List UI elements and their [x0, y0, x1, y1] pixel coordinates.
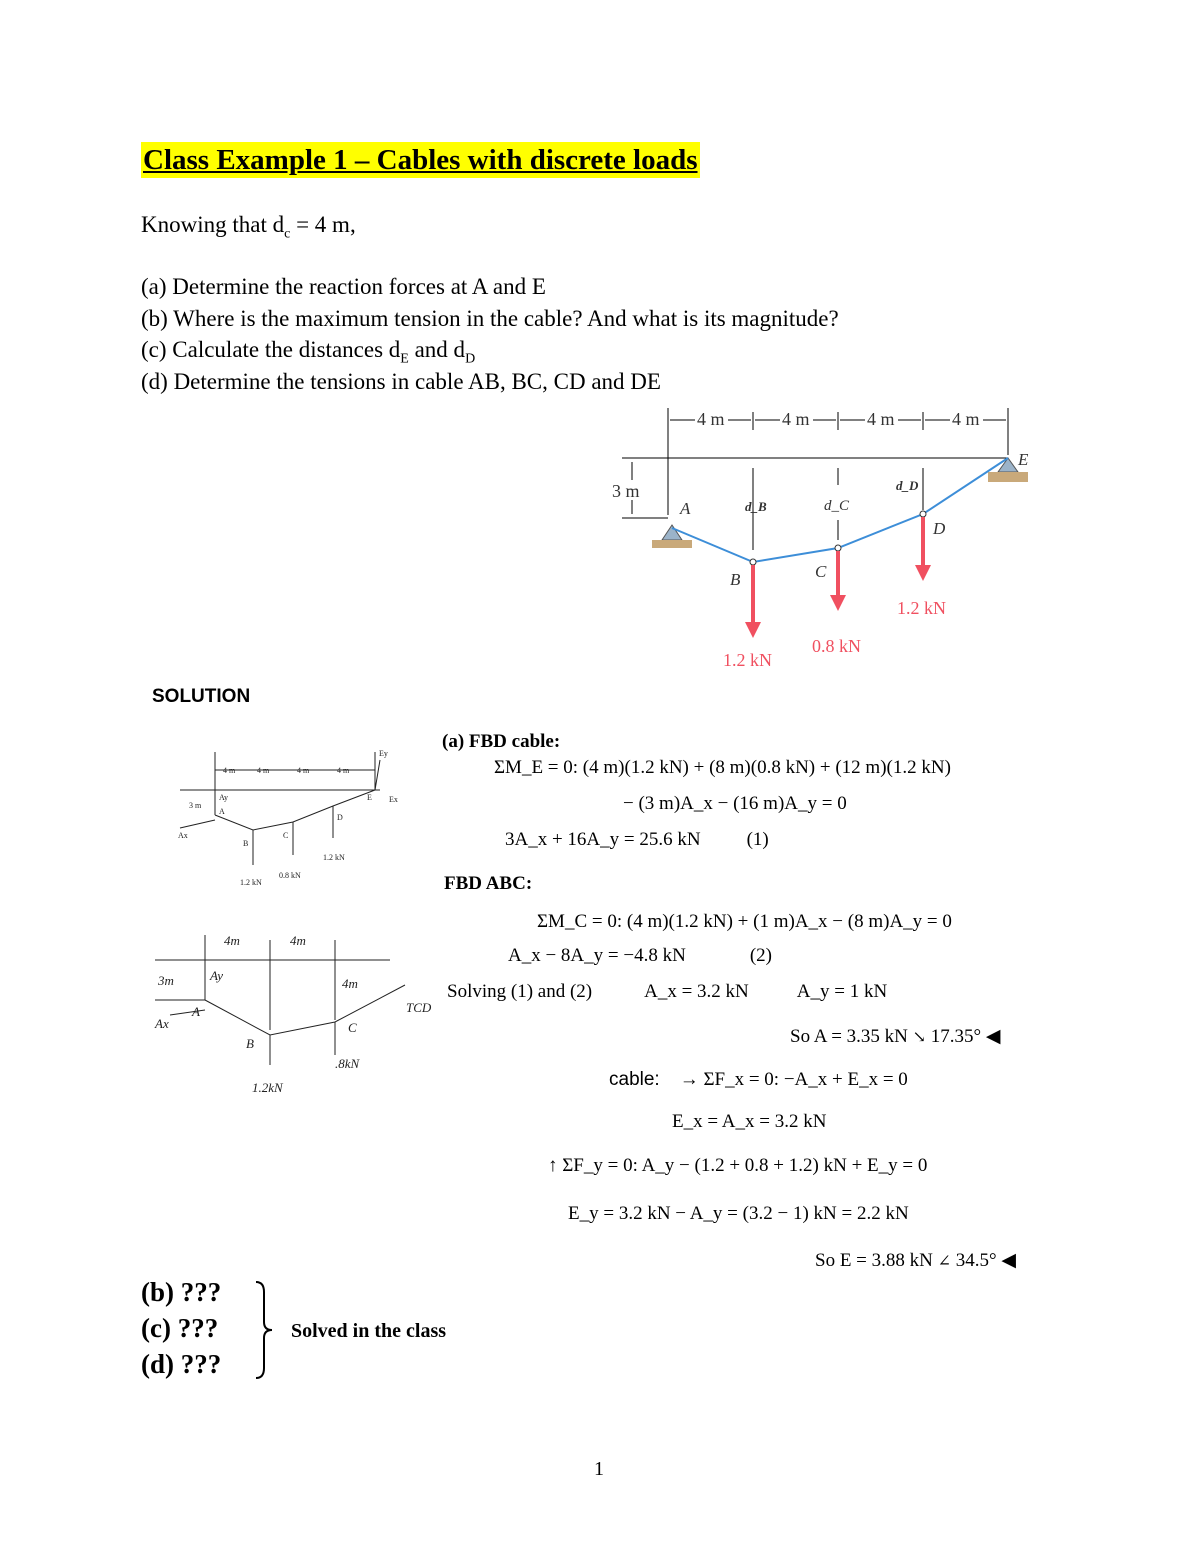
eq-1: 3A_x + 16A_y = 25.6 kN (1)	[505, 829, 769, 850]
sketch1-span-3: 4 m	[297, 766, 310, 775]
question-d: (d) Determine the tensions in cable AB, BC, CD and DE	[141, 369, 661, 394]
sketch1-ex: Ex	[389, 795, 398, 804]
sketch2-ax: Ax	[155, 1016, 169, 1031]
point-b-label: B	[730, 570, 741, 589]
span-1-label: 4 m	[697, 409, 725, 429]
eq-ex: E_x = A_x = 3.2 kN	[672, 1111, 827, 1132]
sketch1-span-4: 4 m	[337, 766, 350, 775]
dist-c-label: d_C	[824, 498, 850, 514]
intro-line: Knowing that $d_c = 4$ m,	[141, 212, 356, 242]
sketch2-a: A	[192, 1004, 200, 1019]
sketch2-tcd: TCD	[406, 1000, 432, 1015]
sketch2-load-c: .8kN	[335, 1056, 360, 1071]
eq-sum-fy: ↑ ΣF_y = 0: A_y − (1.2 + 0.8 + 1.2) kN + E_y = 0	[548, 1155, 928, 1176]
sketch1-b: B	[243, 839, 249, 848]
sketch1-span-1: 4 m	[223, 766, 236, 775]
eq-moment-e: ΣM_E = 0: (4 m)(1.2 kN) + (8 m)(0.8 kN) + (12 m)(1.2 kN)	[494, 757, 951, 778]
sketch1-load-c: 0.8 kN	[279, 871, 301, 880]
point-d-label: D	[933, 519, 946, 538]
eq-moment-e-cont: − (3 m)A_x − (16 m)A_y = 0	[623, 793, 847, 814]
load-c-label: 0.8 kN	[812, 636, 861, 656]
question-b: (b) Where is the maximum tension in the cable? And what is its magnitude?	[141, 306, 839, 331]
solving-line: Solving (1) and (2) A_x = 3.2 kN A_y = 1 kN	[447, 981, 888, 1002]
span-3-label: 4 m	[867, 409, 895, 429]
eq-sum-fx: cable: → ΣF_x = 0: −A_x + E_x = 0	[609, 1069, 908, 1090]
sketch1-e: E	[367, 793, 372, 802]
cable-figure	[600, 400, 1050, 690]
solution-label: SOLUTION	[152, 686, 251, 707]
result-e: So E = 3.88 kN ∠ 34.5° ◀	[815, 1250, 1016, 1271]
brace-icon	[252, 1280, 277, 1380]
sketch1-span-2: 4 m	[257, 766, 270, 775]
eq-2: A_x − 8A_y = −4.8 kN (2)	[508, 945, 772, 966]
part-c-placeholder: (c) ???	[141, 1313, 219, 1343]
question-c: (c) Calculate the distances $d_E$ and $d_D$	[141, 337, 476, 367]
sketch1-height: 3 m	[189, 801, 202, 810]
question-a: (a) Determine the reaction forces at A and E	[141, 274, 546, 299]
sketch-fbd-cable	[175, 740, 415, 890]
sketch2-height-c: 4m	[342, 976, 358, 991]
point-c-label: C	[815, 562, 827, 581]
part-d-placeholder: (d) ???	[141, 1349, 222, 1379]
page-title: Class Example 1 – Cables with discrete loads	[143, 144, 698, 176]
sketch1-ax: Ax	[178, 831, 188, 840]
point-a-label: A	[680, 499, 691, 518]
height-label: 3 m	[612, 481, 640, 501]
sketch1-ey: Ey	[379, 749, 388, 758]
dist-b-label: d_B	[745, 499, 767, 514]
span-4-label: 4 m	[952, 409, 980, 429]
sketch1-load-b: 1.2 kN	[240, 878, 262, 887]
sketch2-span-2: 4m	[290, 933, 306, 948]
fbd-abc-heading: FBD ABC:	[444, 873, 533, 894]
sketch1-d: D	[337, 813, 343, 822]
span-2-label: 4 m	[782, 409, 810, 429]
sketch1-ay: Ay	[219, 793, 229, 802]
eq-moment-c: ΣM_C = 0: (4 m)(1.2 kN) + (1 m)A_x − (8 m)A_y = 0	[537, 911, 952, 932]
sketch-fbd-abc	[150, 930, 440, 1100]
eq-ey: E_y = 3.2 kN − A_y = (3.2 − 1) kN = 2.2 kN	[568, 1203, 909, 1224]
page-number: 1	[594, 1458, 604, 1480]
point-e-label: E	[1018, 450, 1029, 469]
part-a-heading: (a) FBD cable:	[442, 731, 561, 752]
sketch2-c: C	[348, 1020, 357, 1035]
result-a: So A = 3.35 kN ↘ 17.35° ◀	[790, 1026, 1001, 1047]
sketch1-load-d: 1.2 kN	[323, 853, 345, 862]
sketch1-a: A	[219, 807, 225, 816]
solved-in-class-note: Solved in the class	[291, 1320, 447, 1342]
part-b-placeholder: (b) ???	[141, 1277, 222, 1307]
load-d-label: 1.2 kN	[897, 598, 946, 618]
sketch2-ay: Ay	[210, 968, 223, 983]
sketch1-c: C	[283, 831, 289, 840]
sketch2-load-b: 1.2kN	[252, 1080, 283, 1095]
sketch2-height-a: 3m	[158, 973, 174, 988]
load-b-label: 1.2 kN	[723, 650, 772, 670]
sketch2-b: B	[246, 1036, 254, 1051]
dist-d-label: d_D	[896, 478, 919, 493]
sketch2-span-1: 4m	[224, 933, 240, 948]
